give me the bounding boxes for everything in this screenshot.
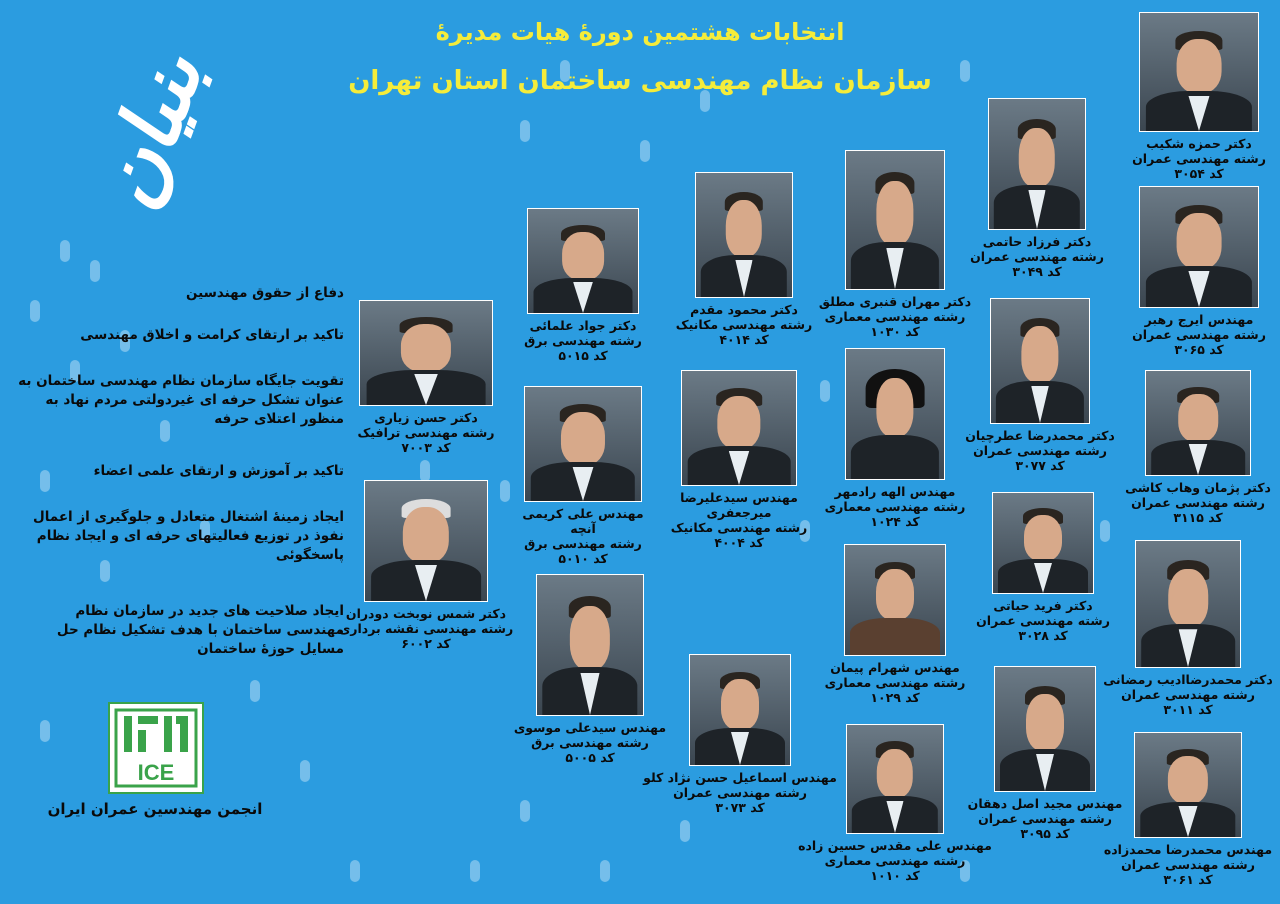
goal-item: ایجاد صلاحیت های جدید در سازمان نظام مهندسی ساختمان با هدف تشکیل نظام حل مسایل حوزهٔ ساختمان xyxy=(56,603,344,657)
candidate-card xyxy=(968,492,1118,643)
candidate-card xyxy=(820,544,970,705)
candidate-name: دکتر حسن زیاری xyxy=(374,410,478,425)
page-title-line2: سازمان نظام مهندسی ساختمان استان تهران xyxy=(348,66,932,96)
candidate-field: رشته مهندسی عمران xyxy=(1121,687,1255,702)
candidate-name: مهندس اسماعیل حسن نژاد کلو xyxy=(643,770,837,785)
candidate-field: رشته مهندسی برق xyxy=(524,333,642,348)
candidate-card xyxy=(790,724,1000,883)
candidate-photo xyxy=(1139,186,1259,308)
goal-item: دفاع از حقوق مهندسین xyxy=(185,285,344,301)
candidate-code: کد ۷۰۰۳ xyxy=(401,440,451,455)
candidate-name: مهندس علی کریمی آنچه xyxy=(522,506,644,536)
candidate-card xyxy=(820,348,970,529)
candidate-name: دکتر حمزه شکیب xyxy=(1146,136,1252,151)
candidate-name: دکتر محمدرضا عطرچیان xyxy=(965,428,1115,443)
candidate-field: رشته مهندسی برق xyxy=(531,735,649,750)
candidate-name: دکتر محمود مقدم xyxy=(690,302,798,317)
candidate-photo xyxy=(990,298,1090,424)
candidate-code: کد ۳۰۷۷ xyxy=(1015,458,1065,473)
candidate-photo xyxy=(1134,732,1242,838)
candidate-name: مهندس محمدرضا محمدزاده xyxy=(1103,842,1273,857)
candidate-code: کد ۶۰۰۲ xyxy=(401,636,451,651)
candidate-card xyxy=(508,208,658,363)
candidate-card xyxy=(664,370,814,550)
candidate-card xyxy=(336,480,516,651)
candidate-code: کد ۳۰۹۵ xyxy=(1020,826,1070,841)
candidate-code: کد ۱۰۲۴ xyxy=(870,514,920,529)
candidate-photo xyxy=(364,480,488,602)
candidate-code: کد ۳۰۷۳ xyxy=(715,800,765,815)
candidate-field: رشته مهندسی عمران xyxy=(970,249,1104,264)
candidate-photo xyxy=(845,150,945,290)
candidate-card xyxy=(664,172,824,347)
candidate-field: رشته مهندسی مکانیک xyxy=(670,520,808,535)
candidate-code: کد ۱۰۳۰ xyxy=(870,324,920,339)
candidate-field: رشته مهندسی عمران xyxy=(673,785,807,800)
candidate-field: رشته مهندسی عمران xyxy=(978,811,1112,826)
candidate-code: کد ۱۰۱۰ xyxy=(870,868,920,883)
goal-item: تقویت جایگاه سازمان نظام مهندسی ساختمان به عنوان تشکل حرفه ای غیردولتی مردم نهاد به منظور اعتلای حرفه xyxy=(18,373,344,427)
candidate-photo xyxy=(695,172,793,298)
candidate-name: دکتر مهران قنبری مطلق xyxy=(818,294,972,309)
candidate-photo xyxy=(689,654,791,766)
candidate-card xyxy=(508,386,658,566)
candidate-code: کد ۴۰۰۴ xyxy=(714,535,764,550)
candidate-photo xyxy=(844,544,946,656)
ice-logo-icon xyxy=(110,704,202,792)
candidate-code: کد ۳۰۱۱ xyxy=(1163,702,1213,717)
candidate-field: رشته مهندسی عمران xyxy=(1131,495,1265,510)
candidate-photo xyxy=(845,348,945,480)
candidate-field: رشته مهندسی مکانیک xyxy=(675,317,813,332)
candidate-photo xyxy=(1135,540,1241,668)
candidate-name: دکتر فرزاد حاتمی xyxy=(982,234,1092,249)
candidate-photo xyxy=(1139,12,1259,132)
candidate-code: کد ۵۰۰۵ xyxy=(565,750,615,765)
candidate-name: مهندس ایرج رهبر xyxy=(1144,312,1254,327)
candidate-code: کد ۵۰۱۰ xyxy=(558,551,608,566)
candidate-card xyxy=(1100,732,1276,887)
candidate-card xyxy=(962,98,1112,279)
candidate-photo xyxy=(524,386,642,502)
candidate-code: کد ۳۰۵۴ xyxy=(1174,166,1224,181)
candidate-card xyxy=(1124,186,1274,357)
candidate-photo xyxy=(988,98,1086,230)
candidate-photo xyxy=(994,666,1096,792)
candidate-code: کد ۳۰۲۸ xyxy=(1018,628,1068,643)
candidate-name: مهندس الهه رادمهر xyxy=(834,484,956,499)
candidate-code: کد ۱۰۲۹ xyxy=(870,690,920,705)
page-title-line1: انتخابات هشتمین دورهٔ هیات مدیرهٔ xyxy=(435,18,845,46)
candidate-field: رشته مهندسی معماری xyxy=(824,499,966,514)
candidate-card xyxy=(810,150,980,339)
candidate-field: رشته مهندسی معماری xyxy=(824,309,966,324)
candidate-name: مهندس علی مقدس حسین زاده xyxy=(798,838,992,853)
candidate-photo xyxy=(846,724,944,834)
candidate-name: دکتر فرید حیاتی xyxy=(993,598,1093,613)
candidate-name: مهندس مجید اصل دهقان xyxy=(967,796,1123,811)
candidate-photo xyxy=(681,370,797,486)
candidate-field: رشته مهندسی عمران xyxy=(1132,151,1266,166)
candidate-code: کد ۴۰۱۴ xyxy=(719,332,769,347)
candidate-field: رشته مهندسی برق xyxy=(524,536,642,551)
candidate-field: رشته مهندسی عمران xyxy=(1132,327,1266,342)
brand-calligraphy: بنیان xyxy=(77,39,223,221)
org-name: انجمن مهندسین عمران ایران xyxy=(47,800,263,818)
candidate-name: مهندس سیدعلی موسوی xyxy=(513,720,667,735)
candidate-code: کد ۳۰۶۱ xyxy=(1163,872,1213,887)
candidate-field: رشته مهندسی عمران xyxy=(1121,857,1255,872)
candidate-field: رشته مهندسی ترافیک xyxy=(357,425,495,440)
candidate-name: دکتر پژمان وهاب کاشی xyxy=(1125,480,1271,495)
candidate-field: رشته مهندسی عمران xyxy=(976,613,1110,628)
candidate-field: رشته مهندسی معماری xyxy=(824,675,966,690)
candidate-code: کد ۵۰۱۵ xyxy=(558,348,608,363)
candidate-field: رشته مهندسی نقشه برداری xyxy=(338,621,514,636)
candidate-photo xyxy=(1145,370,1251,476)
candidate-code: کد ۳۱۱۵ xyxy=(1173,510,1223,525)
candidate-name: مهندس شهرام پیمان xyxy=(830,660,960,675)
goal-item: تاکید بر ارتقای کرامت و اخلاق مهندسی xyxy=(80,327,344,343)
candidate-card xyxy=(346,300,506,455)
candidate-photo xyxy=(527,208,639,314)
candidate-field: رشته مهندسی عمران xyxy=(973,443,1107,458)
candidate-card xyxy=(960,298,1120,473)
goal-item: ایجاد زمینهٔ اشتغال متعادل و جلوگیری از اعمال نفوذ در توزیع فعالیتهای حرفه ای و ایجاد نظام پاسخگوئی xyxy=(33,509,344,563)
svg-text:ICE: ICE xyxy=(137,760,175,785)
candidate-name: دکتر جواد علمائی xyxy=(529,318,637,333)
goal-item: تاکید بر آموزش و ارتقای علمی اعضاء xyxy=(93,463,344,479)
candidate-photo xyxy=(359,300,493,406)
ice-logo xyxy=(108,702,204,794)
candidate-photo xyxy=(536,574,644,716)
candidate-name: دکتر محمدرضاادیب رمضانی xyxy=(1103,672,1273,687)
candidate-card xyxy=(1120,370,1276,525)
candidate-name: دکتر شمس نوبخت دودران xyxy=(345,606,507,621)
candidate-code: کد ۳۰۶۵ xyxy=(1174,342,1224,357)
candidate-name: مهندس سیدعلیرضا میرجعفری xyxy=(680,490,798,520)
candidate-card xyxy=(1124,12,1274,181)
candidate-field: رشته مهندسی معماری xyxy=(824,853,966,868)
candidate-photo xyxy=(992,492,1094,594)
candidate-code: کد ۳۰۴۹ xyxy=(1012,264,1062,279)
